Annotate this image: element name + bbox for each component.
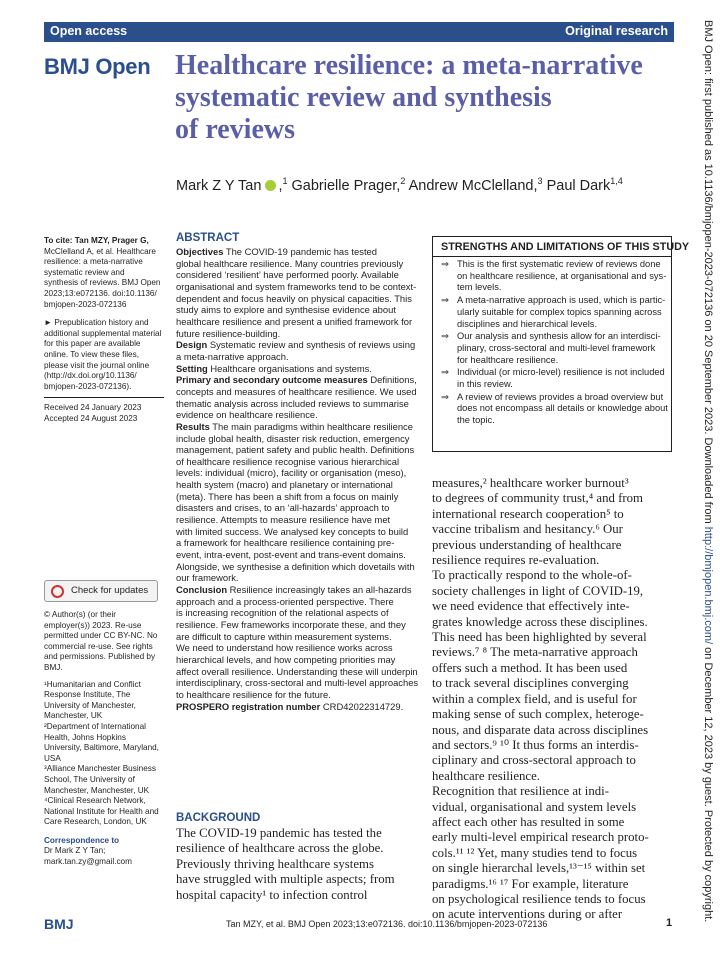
body-line: resilience of healthcare across the globe. [176,841,384,856]
accepted-date: Accepted 24 August 2023 [44,413,138,423]
check-for-updates-button[interactable] [44,580,158,602]
abstract-line: global healthcare resilience. Many countries previously [176,257,404,269]
strength-item-line: This is the first systematic review of reviews done [457,259,661,269]
copyright-block [44,610,164,868]
affiliation-line: ³Alliance Manchester Business [44,764,156,774]
body-line: vidual, organisational and system levels [432,799,637,814]
affiliation-line: University of Manchester, [44,700,136,710]
strength-item-line: does not encompass all details or knowledge about [457,403,668,414]
abstract-line: our framework. [176,572,239,584]
abstract-line: include global health, disaster risk reduction, emergency [176,432,410,444]
author-list: Mark Z Y Tan ,$^1$ Gabrielle Prager,$^2$ Andrew McClelland,$^3$ Paul Dark$^{1,4}$ [176,176,623,194]
affiliation-line: Response Institute, The [44,690,131,700]
body-line: to degrees of community trust,⁴ and from [432,491,643,506]
body-line: offers such a method. It has been used [432,660,628,675]
citation-block [44,236,164,425]
body-column-right [432,476,677,923]
sidebar-line: ► Prepublication history and [44,318,149,328]
abstract-line: future resilience-building. [176,327,281,339]
strength-item [441,367,669,390]
body-line: we need evidence that effectively inte- [432,599,630,614]
sidebar-line: permitted under CC BY-NC. No [44,631,158,641]
author-name[interactable]: Paul Dark [546,178,611,194]
sidebar-line: additional supplemental material [44,328,162,338]
body-line: paradigms.¹⁶ ¹⁷ For example, literature [432,876,629,891]
author-name[interactable]: Mark Z Y Tan [176,178,262,194]
abstract-line: hierarchical levels, and how competing priorities may [176,653,396,665]
sidebar-line: please visit the journal online [44,360,150,370]
abstract-line: Objectives The COVID-19 pandemic has tested [176,246,377,257]
strength-item-line: tem levels. [457,282,502,293]
sidebar-line: © Author(s) (or their [44,610,117,619]
abstract-line: interdisciplinary, cross-sectoral and multi-level approaches [176,677,419,689]
sidebar-line: BMJ. [44,662,63,672]
title-line: Healthcare resilience: a meta-narrative [175,50,643,81]
update-check-icon [51,585,64,598]
body-line: Previously thriving healthcare systems [176,856,374,871]
arrow-icon: ⇒ [441,367,449,378]
abstract-line: of healthcare resilience recognise various hierarchical [176,455,400,467]
abstract-line: to healthcare resilience for the future. [176,688,331,700]
sidebar-line: 2023;13:e072136. doi:10.1136/ [44,288,157,298]
sidebar-line: and permissions. Published by [44,652,156,662]
body-line: healthcare resilience. [432,768,540,783]
body-line: hospital capacity¹ to infection control [176,887,368,902]
affiliation-line: Manchester, UK [44,711,103,721]
journal-logo: BMJ Open [44,54,151,79]
affiliation-line: Care Research, London, UK [44,817,147,827]
body-line: This need has been highlighted by several [432,630,647,645]
abstract-line: PROSPERO registration number CRD42022314729. [176,700,404,712]
affiliation-line: School, The University of [44,774,135,784]
body-line: society challenges in light of COVID-19, [432,583,644,598]
body-line: reviews.⁷ ⁸ The meta-narrative approach [432,645,638,660]
arrow-icon: ⇒ [441,331,449,342]
divider [433,256,671,257]
strength-item-line: Individual (or micro-level) resilience is not included [457,367,665,378]
abstract-line: approach and a process-oriented perspective. There [176,595,394,607]
strength-item [441,331,669,366]
strength-item [441,295,669,330]
arrow-icon: ⇒ [441,295,449,306]
body-line: To practically respond to the whole-of- [432,568,632,583]
strengths-limitations-box [432,236,690,452]
body-line: measures,² healthcare worker burnout³ [432,476,629,490]
check-updates-label: Check for updates [71,585,149,596]
bmjopen-link[interactable]: http://bmjopen.bmj.com/ [702,526,714,645]
strength-item [441,392,669,427]
abstract-line: concepts and measures of healthcare resilience. We used [176,385,417,397]
body-line: resilience requires re-evaluation. [432,553,600,568]
article-title [175,50,675,146]
arrow-icon: ⇒ [441,259,449,269]
affiliation-line: Health, Johns Hopkins [44,732,126,742]
affiliation-line: ⁴Clinical Research Network, [44,796,146,806]
page-number: 1 [666,917,673,929]
body-line: grates knowledge across these disciplines. [432,614,648,629]
body-line: vaccine tribalism and hesitancy.⁶ Our [432,522,623,537]
sidebar-line: synthesis of reviews. BMJ Open [44,278,161,288]
title-line: systematic review and synthesis [175,82,552,113]
received-date: Received 24 January 2023 [44,403,142,413]
body-line: cols.¹¹ ¹² Yet, many studies tend to focus [432,845,638,860]
abstract-line: affect overall resilience. Understanding these will underpin [176,665,418,677]
abstract-body [176,246,421,712]
abstract-line: with limited success. We analysed key concepts to build [176,525,409,537]
strength-item-line: on healthcare resilience, at organisational and sys- [457,270,667,281]
open-access-label: Open access [50,24,128,38]
abstract-line: (meta). There has been a shift from a focus on mainly [176,490,399,502]
abstract-line: Setting Healthcare organisations and systems. [176,362,372,374]
abstract-line: Conclusion Resilience increasingly takes an all-hazards [176,584,412,596]
sidebar-line: resilience: a meta-narrative [44,257,143,267]
body-line: on psychological resilience tends to focus [432,891,646,906]
body-line: to track several disciplines converging [432,676,629,691]
correspondence-email[interactable]: mark.tan.zy@gmail.com [44,857,132,867]
abstract-line: are difficult to capture within measurement systems. [176,630,392,642]
body-line: Recognition that resilience at indi- [432,784,609,799]
author-name[interactable]: Gabrielle Prager, [291,178,401,194]
sidebar-line: for this paper are available [44,339,141,349]
affiliation-line: National Institute for Health and [44,806,159,816]
author-affiliation-ref: 1,4 [610,176,623,186]
abstract-line: Design Systematic review and synthesis of reviews using [176,339,416,351]
abstract-line: management, patient safety and public health. Definitions [176,444,415,456]
body-line: previous understanding of healthcare [432,537,622,552]
body-line: making sense of such complex, heteroge- [432,707,644,722]
author-affiliation-ref: 3 [537,176,543,186]
strength-item-line: the topic. [457,415,495,426]
affiliation-line: ²Department of International [44,721,146,731]
background-heading: BACKGROUND [176,812,261,824]
abstract-line: dependent and focus heavily on physical capacities. This [176,292,412,304]
arrow-icon: ⇒ [441,391,449,402]
affiliation-line: University, Baltimore, Maryland, [44,743,159,753]
strength-item-line: disciplines and hierarchical levels. [457,318,598,329]
abstract-line: healthcare resilience and present a unified framework for [176,315,413,327]
footer-citation: Tan MZY, et al. BMJ Open 2023;13:e072136. doi:10.1136/bmjopen-2023-072136 [226,919,548,929]
strength-item-line: ularly suitable for complex topics spanning across [457,306,662,317]
abstract-line: disasters and crises, to an ‘all-hazards’ approach to [176,502,390,514]
body-line: on single hierarchal levels,¹³⁻¹⁵ within set [432,861,646,876]
strength-item-line: in this review. [457,379,513,390]
orcid-icon[interactable] [265,180,276,191]
vertical-copyright-notice [702,20,714,923]
abstract-line: health system (macro) and planetary or international [176,479,393,491]
correspondence-line: Dr Mark Z Y Tan; [44,846,106,856]
vertical-text: BMJ Open: first published as 10.1136/bmjopen-2023-072136 on 20 September 2023. Downloaded from [702,20,714,527]
bmj-footer-logo: BMJ [44,916,74,932]
strength-item [441,259,669,294]
strength-item-line: Our analysis and synthesis allow for an interdisci- [457,331,661,342]
sidebar-line: employer(s)) 2023. Re-use [44,620,142,630]
strength-item-line: A review of reviews provides a broad overview but [457,391,664,402]
abstract-line: is increasing recognition of the relational aspects of [176,607,389,619]
abstract-line: Alongside, we synthesise a definition which dovetails with [176,560,415,572]
body-line: within a complex field, and is useful for [432,691,637,706]
abstract-line: resilience. Few frameworks incorporate these, and they [176,619,406,630]
sidebar-line: McClelland A, et al. Healthcare [44,246,156,256]
abstract-line: thematic analysis across included reviews to summarise [176,397,409,409]
author-affiliation-ref: 2 [400,176,406,186]
strength-item-line: for healthcare resilience. [457,354,559,365]
abstract-line: Primary and secondary outcome measures Definitions, [176,374,417,386]
box-items [441,259,669,428]
abstract-line: resilience. Attempts to measure resilience have met [176,514,391,526]
body-line: nous, and disparate data across disciplines [432,722,649,737]
body-line: ciplinary and cross-sectoral approach to [432,753,636,768]
header-bar [44,22,674,42]
body-line: early multi-level empirical research proto- [432,830,649,845]
abstract-line: Results The main paradigms within healthcare resilience [176,420,413,432]
sidebar-line: To cite: Tan MZY, Prager G, [44,236,149,245]
abstract-line: organisational and system frameworks tend to be context- [176,280,417,292]
abstract-line: evidence on healthcare resilience. [176,409,318,421]
affiliation-line: ¹Humanitarian and Conflict [44,679,141,689]
abstract-line: study aims to explore and synthesise evidence about [176,304,396,316]
box-heading: STRENGTHS AND LIMITATIONS OF THIS STUDY [441,241,690,253]
abstract-line: event, intra-event, post-event and trans-event domains. [176,549,406,561]
affiliation-line: USA [44,753,61,763]
title-line: of reviews [175,114,295,145]
abstract-line: We need to understand how resilience works across [176,642,393,654]
sidebar-line: commercial re-use. See rights [44,641,153,651]
prepub-link[interactable]: bmjopen-2023-072136). [44,381,132,391]
body-line: have struggled with multiple aspects; from [176,872,395,887]
affiliation-line: Manchester, Manchester, UK [44,785,150,795]
author-affiliation-ref: 1 [282,176,288,186]
abstract-line: considered ‘resilient’ have performed poorly. Available [176,269,399,281]
background-body [176,826,421,903]
abstract-line: a framework for healthcare resilience containing pre- [176,537,395,549]
body-line: affect each other has resulted in some [432,814,625,829]
vertical-text: on December 12, 2023 by guest. Protected by copyright. [702,644,714,923]
body-line: on acute interventions during or after [432,907,623,922]
sidebar-line: systematic review and [44,267,125,277]
correspondence-heading: Correspondence to [44,835,120,845]
prepub-link[interactable]: (http://dx.doi.org/10.1136/ [44,371,137,381]
abstract-line: levels: individual (micro), facility or organisation (meso), [176,467,407,479]
divider [44,397,164,398]
author-name[interactable]: Andrew McClelland, [408,178,538,194]
body-line: and sectors.⁹ ¹⁰ It thus forms an interdis- [432,737,639,752]
sidebar-line: online. To view these files, [44,349,139,359]
abstract-heading: ABSTRACT [176,232,240,244]
strength-item-line: plinary, cross-sectoral and multi-level framework [457,342,656,353]
sidebar-line: bmjopen-2023-072136 [44,299,127,309]
article-type-label: Original research [565,24,668,38]
abstract-line: a meta-narrative approach. [176,350,289,362]
body-line: international research cooperation⁵ to [432,506,624,521]
body-line: The COVID-19 pandemic has tested the [176,826,382,840]
strength-item-line: A meta-narrative approach is used, which is partic- [457,295,666,306]
